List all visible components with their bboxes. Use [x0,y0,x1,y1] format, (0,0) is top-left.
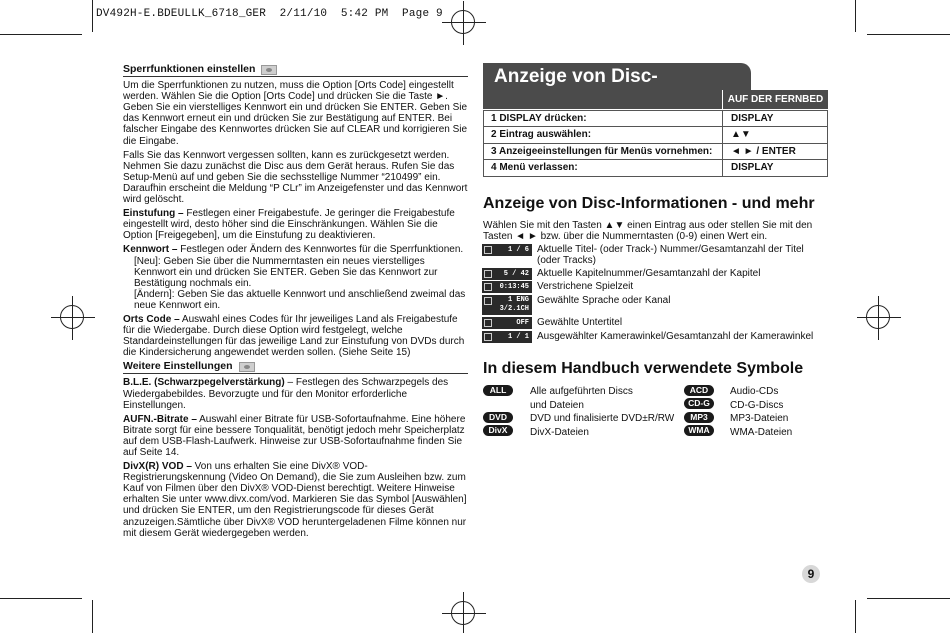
term-label: DivX(R) VOD – [123,461,192,473]
step-key: ▲▼ [731,129,751,141]
section-heading [123,361,468,374]
list-item [482,244,828,266]
section-heading [123,64,468,77]
list-item-text: Aktuelle Titel- (oder Track-) Nummer/Gesamtanzahl der Titel (oder Tracks) [537,244,804,266]
paragraph: [Neu]: Geben Sie über die Nummerntasten ein neues vierstelliges Kennwort ein und drücken Sie ENTER. Geben Sie das Kennwort zur Bestätigung nochmals ein. [134,255,438,289]
cdg-badge-icon: CD-G [684,398,714,409]
paragraph: Falls Sie das Kennwort vergessen sollten, kann es zurückgesetzt werden. Nehmen Sie dazu zunächst die Disc aus dem Gerät heraus. Rufen Sie das Setup-Menü auf und geben Sie die sechsstellige Nummer “210499” ein. Daraufhin erscheint die Meldung “P CLr” im Anzeigefenster und das Kennwort wird gelöscht. [123,149,468,206]
list-item-text: Verstrichene Spielzeit [537,281,634,292]
section-title: Weitere Einstellungen [123,360,233,373]
term-text: – Festlegen des Schwarzpegels des Wiedergabebildes. Bevorzugte und für den Monitor erforderliche Einstellungen. [123,377,449,411]
page-number: 9 [802,565,820,583]
list-item [482,281,828,293]
setup-icon [261,65,277,75]
paragraph [123,244,468,255]
list-item-text: Ausgewählter Kamerawinkel/Gesamtanzahl der Kamerawinkel [537,331,814,342]
crop-mark [855,600,856,633]
registration-mark-icon [866,305,890,329]
symbol-text: CD-G-Discs [730,400,784,411]
term-text: Von uns erhalten Sie eine DivX® VOD-Registrierungskennung (Video On Demand), die Sie zum Ausleihen bzw. zum Kauf von Filmen über den DivX® VOD-Dienst berechtigt. Weitere Hinweise erhalten Sie unter www.divx.com/vod. Markieren Sie das Symbol [Auswählen] und drücken Sie ENTER, um den Registrierungscode für dieses Gerät anzuzeigen.Sämtliche über DivX® VOD heruntergeladenen Filme können nur mit diesem Gerät wiedergegeben werden. [123,461,467,539]
term-text: Auswahl einer Bitrate für USB-Sofortaufnahme. Eine höhere Bitrate sorgt für eine bessere Tonqualität, benötigt jedoch mehr Speicherplatz auf dem USB-Flash-Laufwerk. Hinweise zur USB-Sofortaufnahme finden Sie auf Seite 14. [123,413,466,458]
registration-mark-icon [451,10,475,34]
steps-table [483,110,828,177]
osd-subtitle-icon: OFF [482,317,532,329]
section-title: Sperrfunktionen einstellen [123,63,256,75]
mp3-badge-icon: MP3 [684,412,714,423]
divx-badge-icon: DivX [483,425,513,436]
step-key: ◄ ► / ENTER [731,145,796,157]
symbol-text: Alle aufgeführten Discs [530,386,633,397]
osd-time-icon: 0:13:45 [482,281,532,293]
section-heading: In diesem Handbuch verwendete Symbole [483,360,804,377]
paragraph: Wählen Sie mit den Tasten ▲▼ einen Eintrag aus oder stellen Sie mit den Tasten ◄ ► bzw. über die Nummerntasten (0-9) einen Wert ein. [483,220,813,243]
term-text: Festlegen einer Freigabestufe. Je geringer die Freigabestufe eingestellt wird, desto höher sind die Einschränkungen. Wählen Sie die Option [Freigegeben], um die Einstufung zu deaktivieren. [123,208,455,242]
paragraph [123,377,468,410]
page-title: Anzeige von Disc- [483,63,751,90]
osd-audio-icon: 1 ENG 3/2.1CH [482,295,532,315]
paragraph: Um die Sperrfunktionen zu nutzen, muss die Option [Orts Code] eingestellt werden. Wählen Sie die Option [Orts Code] und drücken Sie die Taste ►. Geben Sie ein vierstelliges Kennwort ein und drücken Sie ENTER. Geben Sie das Kennwort erneut ein und drücken Sie zur Bestätigung auf ENTER. Bei falscher Eingabe des Kennwortes drücken Sie auf CLEAR und korrigieren Sie die Eingabe. [123,80,468,147]
paragraph [123,461,468,539]
symbol-text: DVD und finalisierte DVD±R/RW [530,413,675,424]
paragraph [123,208,468,241]
crop-mark [0,598,82,599]
remote-column-header: AUF DER FERNBED [722,90,828,109]
osd-angle-icon: 1 / 1 [482,331,532,343]
symbol-text: MP3-Dateien [730,413,789,424]
term-label: AUFN.-Bitrate – [123,413,197,425]
crop-mark [92,0,93,32]
table-row [484,110,827,126]
term-label: Orts Code – [123,313,180,325]
list-item [482,331,828,343]
crop-mark [855,0,856,32]
step-key: DISPLAY [731,162,774,174]
symbol-text: WMA-Dateien [730,427,793,438]
table-row [484,126,827,142]
osd-title-icon: 1 / 6 [482,244,532,256]
term-text: Festlegen oder Ändern des Kennwortes für die Sperrfunktionen. [177,244,464,256]
term-label: Kennwort – [123,244,178,256]
step-key: DISPLAY [731,113,774,124]
paragraph [123,414,468,458]
paragraph: [Ändern]: Geben Sie das aktuelle Kennwort und anschließend zweimal das neue Kennwort ein. [134,288,466,311]
term-label: Einstufung – [123,208,184,220]
wma-badge-icon: WMA [684,425,714,436]
step-label: 4 Menü verlassen: [484,160,723,175]
dvd-badge-icon: DVD [483,412,513,423]
symbol-text: DivX-Dateien [530,427,589,438]
paragraph [123,314,468,358]
list-item [482,268,828,280]
table-row [484,143,827,159]
step-label: 2 Eintrag auswählen: [484,127,723,142]
list-item [482,295,828,315]
info-list [482,244,828,345]
registration-mark-icon [60,305,84,329]
osd-chapter-icon: 5 / 42 [482,268,532,280]
registration-mark-icon [451,601,475,625]
list-item [482,317,828,329]
crop-mark [0,34,82,35]
acd-badge-icon: ACD [684,385,714,396]
section-heading: Anzeige von Disc-Informationen - und mehr [483,195,815,212]
list-item-text: Gewählte Sprache oder Kanal [537,295,671,306]
print-slug: DV492H-E.BDEULLK_6718_GER 2/11/10 5:42 PM Page 9 [96,8,443,20]
term-text: Auswahl eines Codes für Ihr jeweiliges Land als Freigabestufe für die Wiedergabe. Durch diese Option wird festgelegt, welche Standardeinstellungen für das jeweilige Land zur Einstufung von DVDs durch die Kindersicherung angewendet werden sollen. (Siehe Seite 15) [123,313,465,359]
crop-mark [867,598,950,599]
term-label: B.L.E. (Schwarzpegelverstärkung) [123,377,285,389]
step-label: 3 Anzeigeeinstellungen für Menüs vornehmen: [484,144,723,159]
step-label: 1 DISPLAY drücken: [484,111,723,126]
all-badge-icon: ALL [483,385,513,396]
list-item-text: Aktuelle Kapitelnummer/Gesamtanzahl der Kapitel [537,268,761,279]
table-row [484,159,827,175]
list-item-text: Gewählte Untertitel [537,317,623,328]
setup-icon [239,362,255,372]
symbol-text: Audio-CDs [730,386,779,397]
crop-mark [92,600,93,633]
symbol-text: und Dateien [530,400,584,411]
left-column [123,64,468,542]
crop-mark [867,34,950,35]
